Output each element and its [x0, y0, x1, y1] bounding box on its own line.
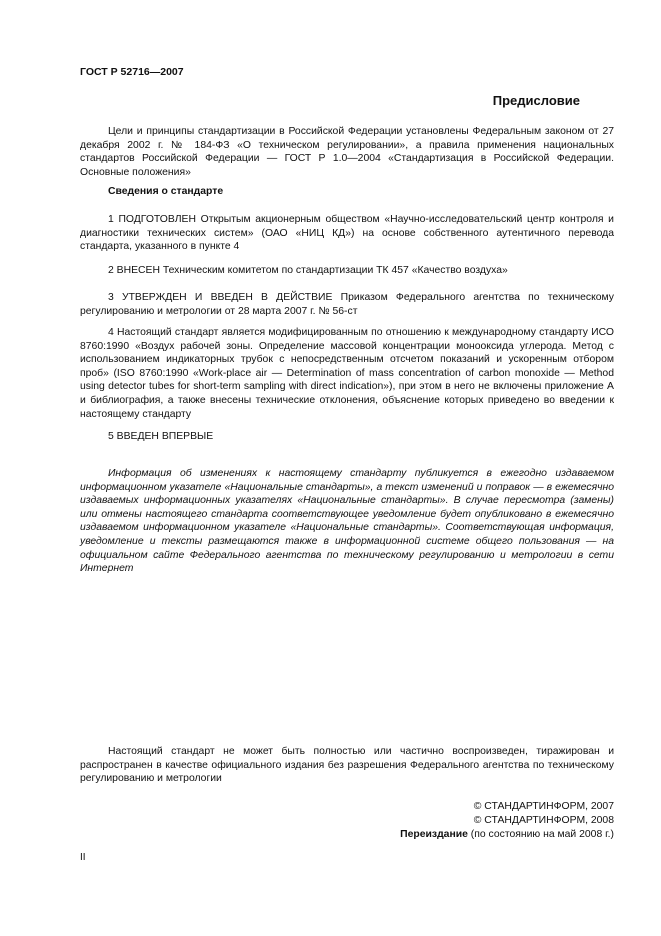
item-1-paragraph: 1 ПОДГОТОВЛЕН Открытым акционерным обществом «Научно-исследовательский центр контроля и диагностики технических систем» (ОАО «НИЦ КД») на основе собственного аутентичного перевода стандарта, указанного в пункте 4	[80, 214, 614, 253]
item-5-paragraph: 5 ВВЕДЕН ВПЕРВЫЕ	[108, 431, 214, 442]
intro-paragraph: Цели и принципы стандартизации в Российской Федерации установлены Федеральным законом от 27 декабря 2002 г. № 184-ФЗ «О техническом регулировании», а правила применения национальных стандартов Российской Федерации — ГОСТ Р 1.0—2004 «Стандартизация в Российской Федерации. Основные положения»	[80, 126, 614, 178]
copyright-notice-paragraph: Настоящий стандарт не может быть полностью или частично воспроизведен, тиражирован и распространен в качестве официального издания без разрешения Федерального агентства по техническому регулированию и метрологии	[80, 746, 614, 785]
about-standard-heading: Сведения о стандарте	[108, 186, 224, 197]
copyright-line-2008: © СТАНДАРТИНФОРМ, 2008	[473, 815, 614, 826]
reissue-line	[360, 828, 614, 842]
page-number: II	[80, 852, 86, 863]
reissue-label: Переиздание	[400, 829, 468, 840]
reissue-note: (по состоянию на май 2008 г.)	[470, 829, 614, 840]
item-2-paragraph: 2 ВНЕСЕН Техническим комитетом по стандартизации ТК 457 «Качество воздуха»	[108, 265, 508, 276]
copyright-line-2007: © СТАНДАРТИНФОРМ, 2007	[473, 801, 614, 812]
info-notice-paragraph: Информация об изменениях к настоящему стандарту публикуется в ежегодно издаваемом информационном указателе «Национальные стандарты», а текст изменений и поправок — в ежемесячно издаваемых информационных указателях «Национальные стандарты». В случае пересмотра (замены) или отмены настоящего стандарта соответствующее уведомление будет опубликовано в ежемесячно издаваемом информационном указателе «Национальные стандарты». Соответствующая информация, уведомление и тексты размещаются также в информационной системе общего пользования — на официальном сайте Федерального агентства по техническому регулированию и метрологии в сети Интернет	[80, 468, 614, 575]
document-id-header: ГОСТ Р 52716—2007	[80, 66, 184, 78]
item-4-paragraph: 4 Настоящий стандарт является модифицированным по отношению к международному стандарту ИСО 8760:1990 «Воздух рабочей зоны. Определение массовой концентрации монооксида углерода. Метод с использованием индикаторных трубок с непосредственным отсчетом показаний и ускоренным отбором проб» (ISO 8760:1990 «Work-place air — Determination of mass concentration of carbon monoxide — Method using detector tubes for short-term sampling with direct indication»), при этом в него не включены приложение А и библиография, а также внесены технические отклонения, объяснение которых приведено во введении к настоящему стандарту	[80, 327, 614, 420]
item-3-paragraph: 3 УТВЕРЖДЕН И ВВЕДЕН В ДЕЙСТВИЕ Приказом Федерального агентства по техническому регулированию и метрологии от 28 марта 2007 г. № 56-ст	[80, 292, 614, 317]
page-title: Предисловие	[492, 93, 580, 108]
